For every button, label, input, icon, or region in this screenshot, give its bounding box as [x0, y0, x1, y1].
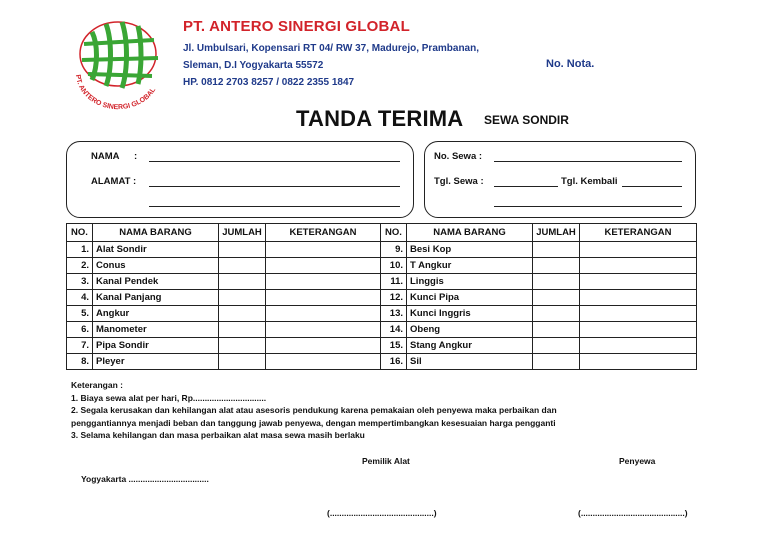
row-jumlah-left[interactable]: [219, 354, 266, 370]
row-jumlah-right[interactable]: [533, 338, 580, 354]
no-sewa-field[interactable]: [494, 161, 682, 162]
row-keterangan-left[interactable]: [266, 322, 381, 338]
tgl-kembali-label: Tgl. Kembali: [561, 176, 618, 187]
row-no-left: 7.: [67, 338, 93, 354]
table-row: [67, 258, 697, 274]
table-row: [67, 322, 697, 338]
renter-label: Penyewa: [619, 456, 656, 466]
company-name: PT. ANTERO SINERGI GLOBAL: [183, 18, 410, 35]
row-jumlah-left[interactable]: [219, 290, 266, 306]
renter-signature-line: (............................................): [578, 508, 688, 518]
table-row: [67, 338, 697, 354]
row-item-right: T Angkur: [407, 258, 533, 274]
row-jumlah-right[interactable]: [533, 354, 580, 370]
row-keterangan-left[interactable]: [266, 274, 381, 290]
row-jumlah-left[interactable]: [219, 242, 266, 258]
row-jumlah-right[interactable]: [533, 306, 580, 322]
table-row: [67, 290, 697, 306]
table-row: [67, 242, 697, 258]
items-table-body: [67, 242, 697, 370]
company-address-line1: Jl. Umbulsari, Kopensari RT 04/ RW 37, Madurejo, Prambanan,: [183, 43, 480, 54]
row-no-left: 1.: [67, 242, 93, 258]
company-address-line2: Sleman, D.I Yogyakarta 55572: [183, 60, 324, 71]
document-title: TANDA TERIMA: [296, 106, 464, 131]
row-item-right: Stang Angkur: [407, 338, 533, 354]
row-item-left: Pleyer: [93, 354, 219, 370]
note-line-3: penggantiannya menjadi beban dan tanggung jawab penyewa, dengan mempertimbangkan kesesuaian harga pengganti: [71, 417, 556, 428]
row-no-right: 10.: [381, 258, 407, 274]
row-item-right: Besi Kop: [407, 242, 533, 258]
row-no-right: 11.: [381, 274, 407, 290]
row-no-left: 8.: [67, 354, 93, 370]
nama-colon: :: [134, 151, 138, 162]
row-no-left: 5.: [67, 306, 93, 322]
row-no-right: 15.: [381, 338, 407, 354]
row-item-left: Angkur: [93, 306, 219, 322]
no-sewa-label: No. Sewa :: [434, 151, 483, 162]
note-line-1: 1. Biaya sewa alat per hari, Rp...............................: [71, 392, 267, 403]
row-keterangan-left[interactable]: [266, 338, 381, 354]
row-no-right: 14.: [381, 322, 407, 338]
row-keterangan-right[interactable]: [580, 354, 697, 370]
row-item-right: Linggis: [407, 274, 533, 290]
row-jumlah-right[interactable]: [533, 242, 580, 258]
company-phone: HP. 0812 2703 8257 / 0822 2355 1847: [183, 77, 355, 88]
row-jumlah-right[interactable]: [533, 322, 580, 338]
alamat-field-line2[interactable]: [149, 206, 400, 207]
company-logo: [62, 14, 172, 110]
items-table: [66, 223, 697, 370]
row-no-right: 16.: [381, 354, 407, 370]
row-no-left: 2.: [67, 258, 93, 274]
row-item-left: Alat Sondir: [93, 242, 219, 258]
row-keterangan-left[interactable]: [266, 242, 381, 258]
row-jumlah-right[interactable]: [533, 274, 580, 290]
row-jumlah-left[interactable]: [219, 274, 266, 290]
table-row: [67, 306, 697, 322]
row-item-right: Obeng: [407, 322, 533, 338]
row-jumlah-left[interactable]: [219, 338, 266, 354]
row-keterangan-right[interactable]: [580, 338, 697, 354]
tgl-kembali-field[interactable]: [622, 186, 682, 187]
row-no-right: 12.: [381, 290, 407, 306]
tgl-sewa-label: Tgl. Sewa :: [434, 176, 484, 187]
row-keterangan-right[interactable]: [580, 242, 697, 258]
row-keterangan-left[interactable]: [266, 354, 381, 370]
notes-section: [71, 379, 711, 442]
row-no-left: 4.: [67, 290, 93, 306]
header-no: NO.: [67, 224, 93, 242]
table-header-row: [67, 224, 697, 242]
owner-signature-line: (............................................): [327, 508, 437, 518]
row-no-right: 13.: [381, 306, 407, 322]
row-keterangan-left[interactable]: [266, 306, 381, 322]
row-jumlah-left[interactable]: [219, 258, 266, 274]
header-nama-barang: NAMA BARANG: [407, 224, 533, 242]
header-no: NO.: [381, 224, 407, 242]
nota-label: No. Nota.: [546, 58, 595, 70]
row-keterangan-right[interactable]: [580, 258, 697, 274]
document-subtitle: SEWA SONDIR: [484, 113, 569, 127]
row-jumlah-left[interactable]: [219, 306, 266, 322]
row-keterangan-right[interactable]: [580, 306, 697, 322]
row-jumlah-right[interactable]: [533, 290, 580, 306]
row-keterangan-right[interactable]: [580, 274, 697, 290]
tgl-sewa-field[interactable]: [494, 186, 558, 187]
note-line-2: 2. Segala kerusakan dan kehilangan alat atau asesoris pendukung karena pemakaian oleh penyewa maka perbaikan dan: [71, 405, 557, 415]
alamat-label: ALAMAT :: [91, 176, 137, 187]
row-item-left: Conus: [93, 258, 219, 274]
table-row: [67, 354, 697, 370]
row-no-left: 3.: [67, 274, 93, 290]
row-keterangan-right[interactable]: [580, 322, 697, 338]
row-no-left: 6.: [67, 322, 93, 338]
logo-arc-text: PT. ANTERO SINERGI GLOBAL: [73, 74, 158, 110]
header-jumlah: JUMLAH: [219, 224, 266, 242]
row-item-left: Kanal Panjang: [93, 290, 219, 306]
nama-field[interactable]: [149, 161, 400, 162]
row-item-right: Sil: [407, 354, 533, 370]
note-line-4: 3. Selama kehilangan dan masa perbaikan alat masa sewa masih berlaku: [71, 430, 365, 440]
table-row: [67, 274, 697, 290]
nama-label: NAMA: [91, 151, 120, 162]
header-nama-barang: NAMA BARANG: [93, 224, 219, 242]
place-date: Yogyakarta ..................................: [81, 474, 209, 484]
notes-heading: Keterangan :: [71, 380, 123, 390]
header-jumlah: JUMLAH: [533, 224, 580, 242]
row-keterangan-left[interactable]: [266, 290, 381, 306]
row-keterangan-right[interactable]: [580, 290, 697, 306]
row-jumlah-right[interactable]: [533, 258, 580, 274]
row-jumlah-left[interactable]: [219, 322, 266, 338]
row-keterangan-left[interactable]: [266, 258, 381, 274]
row-no-right: 9.: [381, 242, 407, 258]
row-item-left: Pipa Sondir: [93, 338, 219, 354]
row-item-right: Kunci Inggris: [407, 306, 533, 322]
rental-extra-field[interactable]: [494, 206, 682, 207]
row-item-left: Kanal Pendek: [93, 274, 219, 290]
alamat-field-line1[interactable]: [149, 186, 400, 187]
row-item-left: Manometer: [93, 322, 219, 338]
header-keterangan: KETERANGAN: [266, 224, 381, 242]
row-item-right: Kunci Pipa: [407, 290, 533, 306]
header-keterangan: KETERANGAN: [580, 224, 697, 242]
owner-label: Pemilik Alat: [362, 456, 410, 466]
